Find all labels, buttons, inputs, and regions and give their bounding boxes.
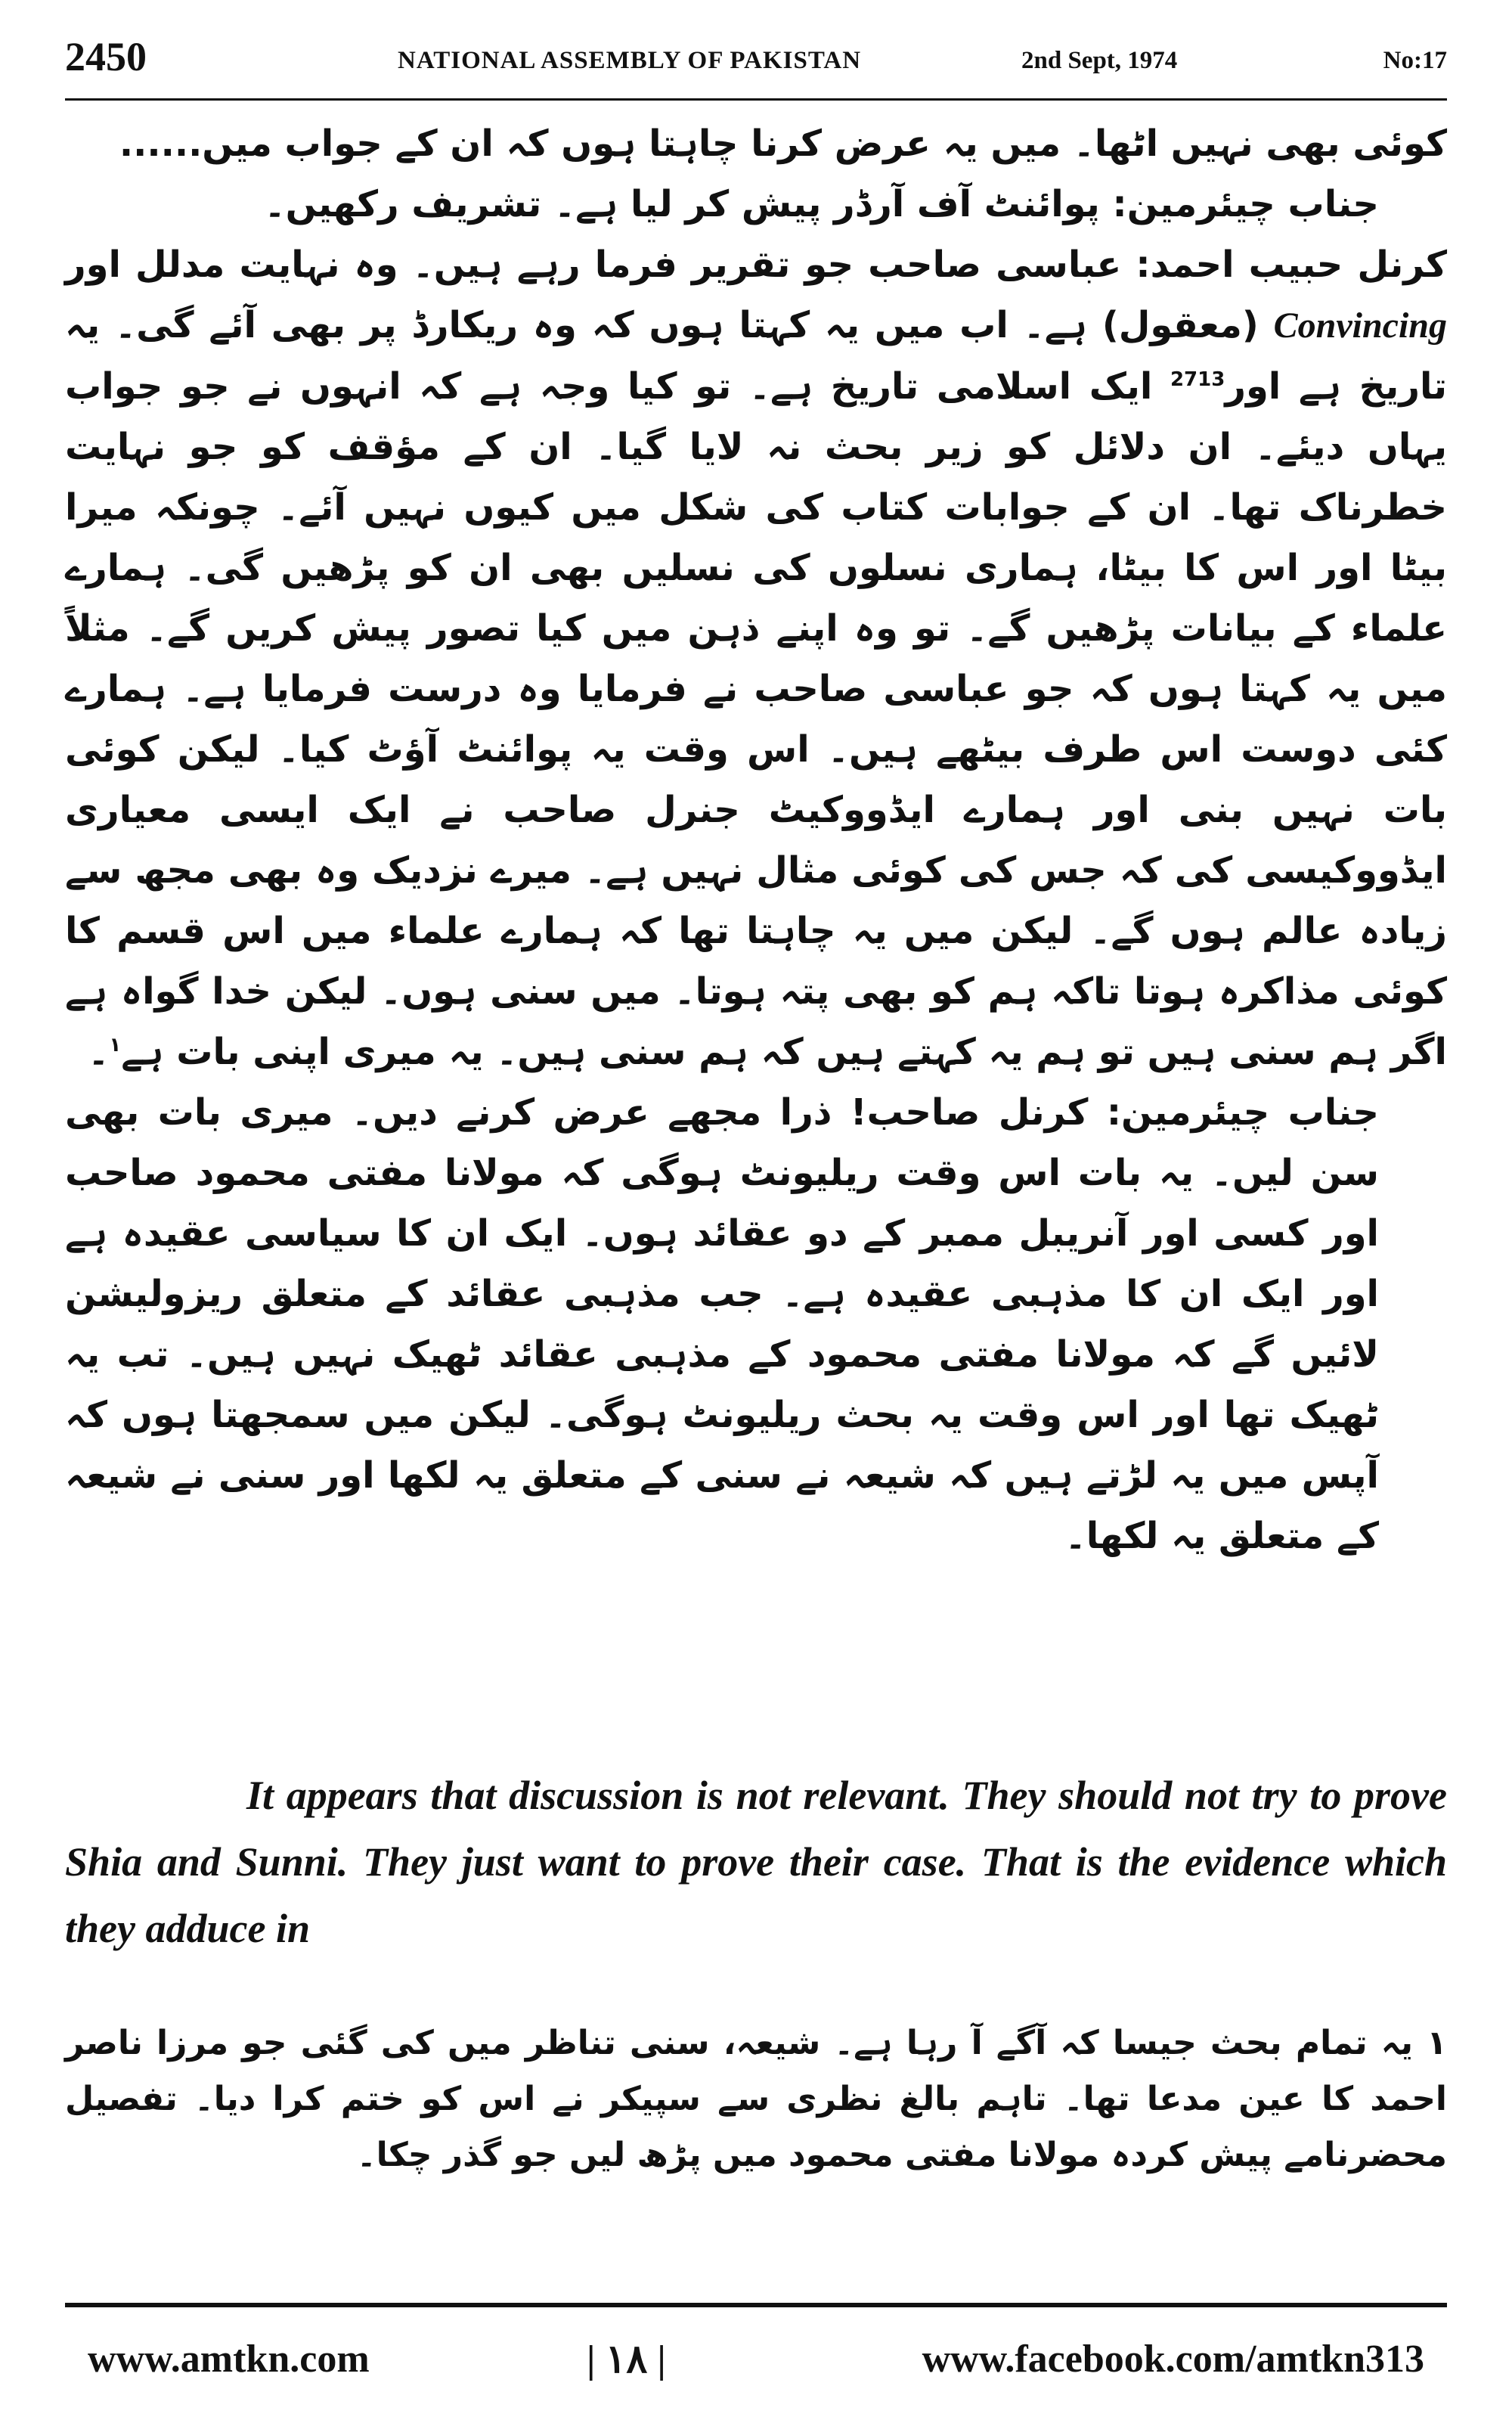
footer-divider [65,2303,1447,2307]
facebook-link[interactable]: www.facebook.com/amtkn313 [922,2338,1424,2381]
footnote-text: ۱ یہ تمام بحث جیسا کہ آگے آ رہا ہے۔ شیعہ، سنی تناظر میں کی گئی جو مرزا ناصر احمد کا عین مدعا تھا۔ تاہم بالغ نظری سے سپیکر نے اس کو ختم کرا دیا۔ تفصیل محضرنامے پیش کردہ مولانا مفتی محمود میں پڑھ لیں جو گذر چکا۔ [65,2024,1447,2174]
paragraph-chairman-1 [65,174,1447,234]
speech-text: ایک اسلامی تاریخ ہے۔ تو کیا وجہ ہے کہ انہوں نے جو جواب یہاں دیئے۔ ان دلائل کو زیر بحث نہ لایا گیا۔ ان کے مؤقف کو جو نہایت خطرناک تھا۔ ان کے جوابات کتاب کی شکل میں کیوں نہیں آئے۔ چونکہ میرا بیٹا اور اس کا بیٹا، ہماری نسلوں کی نسلیں بھی ان کو پڑھیں گی۔ ہمارے علماء کے بیانات پڑھیں گے۔ تو وہ اپنے ذہن میں کیا تصور پیش کریں گے۔ مثلاً میں یہ کہتا ہوں کہ جو عباسی صاحب نے فرمایا وہ درست فرمایا ہے۔ ہمارے کئی دوست اس طرف بیٹھے ہیں۔ اس وقت یہ پوائنٹ آؤٹ کیا۔ لیکن کوئی بات نہیں بنی اور ہمارے ایڈووکیٹ جنرل صاحب نے ایک ایسی معیاری ایڈووکیسی کی کہ جس کی کوئی مثال نہیں ہے۔ میرے نزدیک وہ بھی مجھ سے زیادہ عالم ہوں گے۔ لیکن میں یہ چاہتا تھا کہ ہمارے علماء میں اس قسم کا کوئی مذاکرہ ہوتا تاکہ ہم کو بھی پتہ ہوتا۔ میں سنی ہوں۔ لیکن خدا گواہ ہے اگر ہم سنی ہیں تو ہم یہ کہتے ہیں کہ ہم سنی ہیں۔ یہ میری اپنی بات ہے [65,365,1447,1073]
speech-text: کرنل صاحب! ذرا مجھے عرض کرنے دیں۔ میری بات بھی سن لیں۔ یہ بات اس وقت ریلیونٹ ہوگی کہ مولانا مفتی محمود صاحب اور کسی اور آنریبل ممبر کے دو عقائد ہوں۔ ایک ان کا سیاسی عقیدہ ہے اور ایک ان کا مذہبی عقیدہ ہے۔ جب مذہبی عقائد کے متعلق ریزولیشن لائیں گے کہ مولانا مفتی محمود کے مذہبی عقائد ٹھیک نہیں ہیں۔ تب یہ ٹھیک تھا اور اس وقت یہ بحث ریلیونٹ ہوگی۔ لیکن میں سمجھتا ہوں کہ آپس میں یہ لڑتے ہیں کہ شیعہ نے سنی کے متعلق یہ لکھا اور سنی نے شیعہ کے متعلق یہ لکھا۔ [65,1091,1380,1557]
session-date: 2nd Sept, 1974 [1021,47,1178,74]
speech-text: عباسی صاحب جو تقریر فرما رہے ہیں۔ وہ نہایت مدلل اور [65,244,1122,286]
page-number: 2450 [65,34,147,79]
speaker-label: جناب چیئرمین: [1112,183,1379,225]
paragraph-colonel: کرنل حبیب احمد: عباسی صاحب جو تقریر فرما رہے ہیں۔ وہ نہایت مدلل اور Convincing (معقول) ہے۔ اب میں یہ کہتا ہوں کہ وہ ریکارڈ پر بھی آئے گی۔ یہ تاریخ ہے اور$^{2713}$ ایک اسلامی تاریخ ہے۔ تو کیا وجہ ہے کہ انہوں نے جو جواب یہاں دیئے۔ ان دلائل کو زیر بحث نہ لایا گیا۔ ان کے مؤقف کو جو نہایت خطرناک تھا۔ ان کے جوابات کتاب کی شکل میں کیوں نہیں آئے۔ چونکہ میرا بیٹا اور اس کا بیٹا، ہماری نسلوں کی نسلیں بھی ان کو پڑھیں گی۔ ہمارے علماء کے بیانات پڑھیں گے۔ تو وہ اپنے ذہن میں کیا تصور پیش کریں گے۔ مثلاً میں یہ کہتا ہوں کہ جو عباسی صاحب نے فرمایا وہ درست فرمایا ہے۔ ہمارے کئی دوست اس طرف بیٹھے ہیں۔ اس وقت یہ پوائنٹ آؤٹ کیا۔ لیکن کوئی بات نہیں بنی اور ہمارے ایڈووکیٹ جنرل صاحب نے ایک ایسی معیاری ایڈووکیسی کی کہ جس کی کوئی مثال نہیں ہے۔ میرے نزدیک وہ بھی مجھ سے زیادہ عالم ہوں گے۔ لیکن میں یہ چاہتا تھا کہ ہمارے علماء میں اس قسم کا کوئی مذاکرہ ہوتا تاکہ ہم کو بھی پتہ ہوتا۔ میں سنی ہوں۔ لیکن خدا گواہ ہے اگر ہم سنی ہیں تو ہم یہ کہتے ہیں کہ ہم سنی ہیں۔ یہ میری اپنی بات ہے$^۱$۔ [65,244,1447,1073]
running-title: NATIONAL ASSEMBLY OF PAKISTAN [398,47,862,74]
speaker-label: کرنل حبیب احمد: [1136,244,1447,286]
english-term: Convincing [1273,306,1447,346]
speech-text: (معقول) ہے۔ اب میں یہ کہتا ہوں کہ وہ ریکارڈ پر بھی آئے گی۔ یہ تاریخ ہے اور [65,304,1447,408]
paragraph-chairman-2 [65,1082,1447,1566]
footnote [65,2015,1447,2183]
session-number: No:17 [1383,47,1447,74]
header-divider [65,98,1447,101]
speech-text: پوائنٹ آف آرڈر پیش کر لیا ہے۔ تشریف رکھیں۔ [264,183,1100,225]
page-header [65,30,1447,91]
footer-page-number: | ١٨ | [587,2338,666,2381]
footnote-marker: ۱ [109,1034,122,1056]
website-link[interactable]: www.amtkn.com [88,2338,370,2381]
english-text: It appears that discussion is not relevant. They should not try to prove Shia and Sunni. They just want to prove their case. That is the evidence which they adduce in [65,1773,1447,1951]
reference-number: 2713 [1170,368,1225,391]
paragraph-1: کوئی بھی نہیں اٹھا۔ میں یہ عرض کرنا چاہتا ہوں کہ ان کے جواب میں...... [119,123,1447,165]
page-footer [65,2329,1447,2397]
urdu-body-text [65,113,1447,1566]
english-passage [65,1762,1447,1962]
speaker-label: جناب چیئرمین: [1106,1091,1380,1134]
